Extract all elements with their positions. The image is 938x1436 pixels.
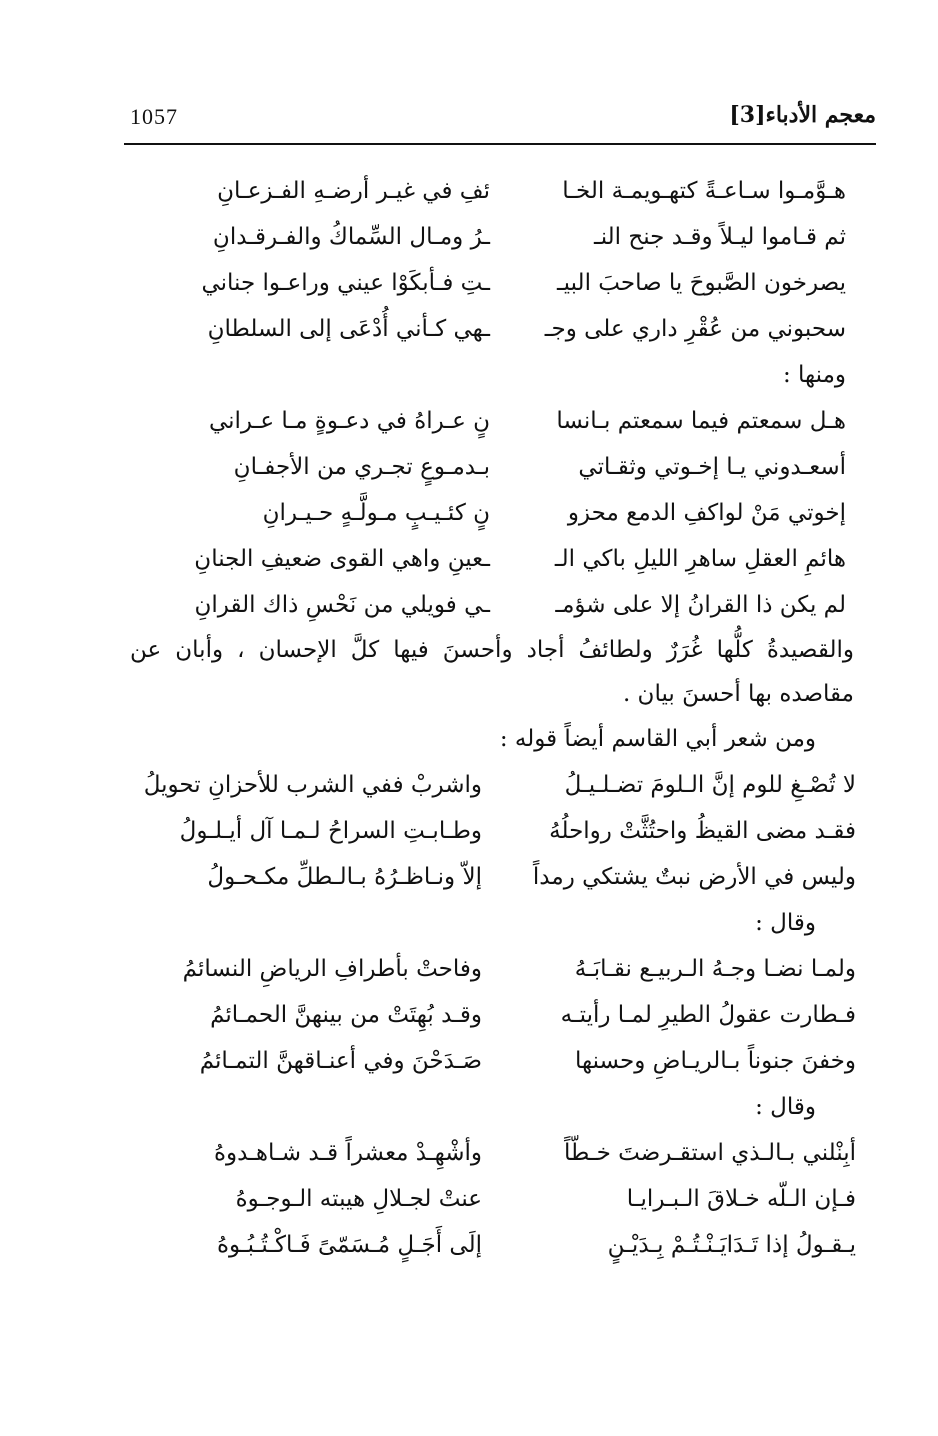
poem-block-3 [130,762,856,900]
verse-first-hemistich: هـل سمعتم فيما سمعتم بـانسا [556,408,846,434]
verse [130,168,846,214]
verse-second-hemistich: إلاّ ونـاظـرُهُ بـالـطلِّ مكـحـولُ [207,864,482,890]
section-label: ومن شعر أبي القاسم أيضاً قوله : [499,726,816,752]
verse-second-hemistich: ـرُ ومـال السِّماكُ والفـرقـدانِ [212,224,490,250]
verse-second-hemistich: ـعينِ واهي القوى ضعيفِ الجنانِ [194,546,490,572]
verse-first-hemistich: وخفنَ جنوناً بـالريـاضِ وحسنها [574,1048,856,1074]
poem-block-4 [130,946,856,1084]
verse [130,1130,856,1176]
verse-second-hemistich: ـهي كـأني أُدْعَى إلى السلطانِ [207,316,490,342]
verse [130,1176,856,1222]
verse-first-hemistich: سحبوني من عُقْرِ داري على وجـ [544,316,846,342]
verse-first-hemistich: لم يكن ذا القرانُ إلا على شؤمـ [555,592,846,618]
verse-first-hemistich: إخوتي مَنْ لواكفِ الدمع محزو [567,500,846,526]
verse [130,1222,856,1268]
prose-paragraph: والقصيدةُ كلُّها غُرَرٌ ولطائفُ أجاد وأحسنَ فيها كلَّ الإحسان ، وأبان عن مقاصده بها أحسنَ بيان . [130,637,854,707]
verse [130,398,846,444]
verse-second-hemistich: إلَى أَجَـلٍ مُـسَمّىً فَـاكْـتُـبُـوهُ [216,1232,482,1258]
verse-second-hemistich: نٍ كئـيـبٍ مـولَّـهٍ حـيـرانِ [262,500,490,526]
verse-second-hemistich: ئفِ في غيـر أرضـهِ الفـزعـانِ [217,178,490,204]
verse-second-hemistich: وقـد بُهِتَتْ من بينهنَّ الحمـائمُ [210,1002,482,1028]
verse-second-hemistich: عنتْ لجـلالِ هيبته الـوجـوهُ [235,1186,482,1212]
verse-first-hemistich: وليس في الأرض نبتٌ يشتكي رمداً [532,864,856,890]
page-body [130,168,856,1268]
verse-second-hemistich: وفاحتْ بأطرافِ الرياضِ النسائمُ [182,956,482,982]
verse-first-hemistich: ثم قـاموا ليـلاً وقـد جنح النـ [593,224,846,250]
verse [130,946,856,992]
verse [130,992,856,1038]
verse-first-hemistich: يـقـولُ إذا تَـدَايَـنْـتُـمْ بِـدَيْـنٍ [607,1232,856,1258]
page-header [130,100,876,140]
verse [130,1038,856,1084]
section-label: وقال : [755,1094,816,1120]
verse [130,808,856,854]
verse [130,306,846,352]
verse-first-hemistich: هائمِ العقلِ ساهرِ الليلِ باكي الـ [554,546,846,572]
verse-second-hemistich: ـي فويلي من نَحْسِ ذاك القرانِ [194,592,490,618]
verse [130,536,846,582]
header-rule [124,143,876,145]
verse-second-hemistich: صَـدَحْنَ وفي أعنـاقهنَّ التمـائمُ [199,1048,482,1074]
section-label: ومنها : [782,362,846,388]
verse [130,762,856,808]
page-number: 1057 [130,104,178,129]
verse [130,214,846,260]
verse-first-hemistich: لا تُصْـغِ للوم إنَّ الـلومَ تضـلـيـلُ [564,772,856,798]
poem-block-1 [130,168,846,352]
running-title: معجم الأدباء[3] [729,102,876,128]
verse-second-hemistich: بـدمـوعٍ تجـري من الأجفـانِ [233,454,490,480]
verse [130,854,856,900]
verse-first-hemistich: هـوَّمـوا سـاعـةً كتهـويمـة الخـا [562,178,846,204]
verse-first-hemistich: فـطارت عقولُ الطيرِ لمـا رأيتـه [560,1002,856,1028]
verse-first-hemistich: فقـد مضى القيظُ واحتُثَّتْ رواحلُهُ [549,818,856,844]
verse-second-hemistich: نٍ عـراهُ في دعـوةٍ مـا عـراني [208,408,490,434]
verse [130,444,846,490]
poem-block-5 [130,1130,856,1268]
poem-block-2 [130,398,846,628]
verse [130,490,846,536]
verse-second-hemistich: وأشْهِـدْ معشراً قـد شـاهـدوهُ [213,1140,482,1166]
verse-first-hemistich: يصرخون الصَّبوحَ يا صاحبَ البيـ [556,270,846,296]
verse-first-hemistich: فـإن الـلّه خـلاقَ الـبـرايـا [626,1186,856,1212]
verse-first-hemistich: ولمـا نضـا وجـهُ الـربيـع نقـابَـهُ [574,956,856,982]
verse-second-hemistich: وطـابـتِ السراحُ لـمـا آل أيـلـولُ [179,818,482,844]
verse-first-hemistich: أبِنْلني بـالـذي استقـرضتَ خـطّاً [564,1140,856,1166]
verse-first-hemistich: أسعـدوني يـا إخـوتي وثقـاتي [578,454,846,480]
section-label: وقال : [755,910,816,936]
verse-second-hemistich: ـتِ فـأبكَوْا عيني وراعـوا جناني [201,270,490,296]
verse-second-hemistich: واشربْ ففي الشرب للأحزانِ تحويلُ [143,772,482,798]
verse [130,260,846,306]
verse [130,582,846,628]
